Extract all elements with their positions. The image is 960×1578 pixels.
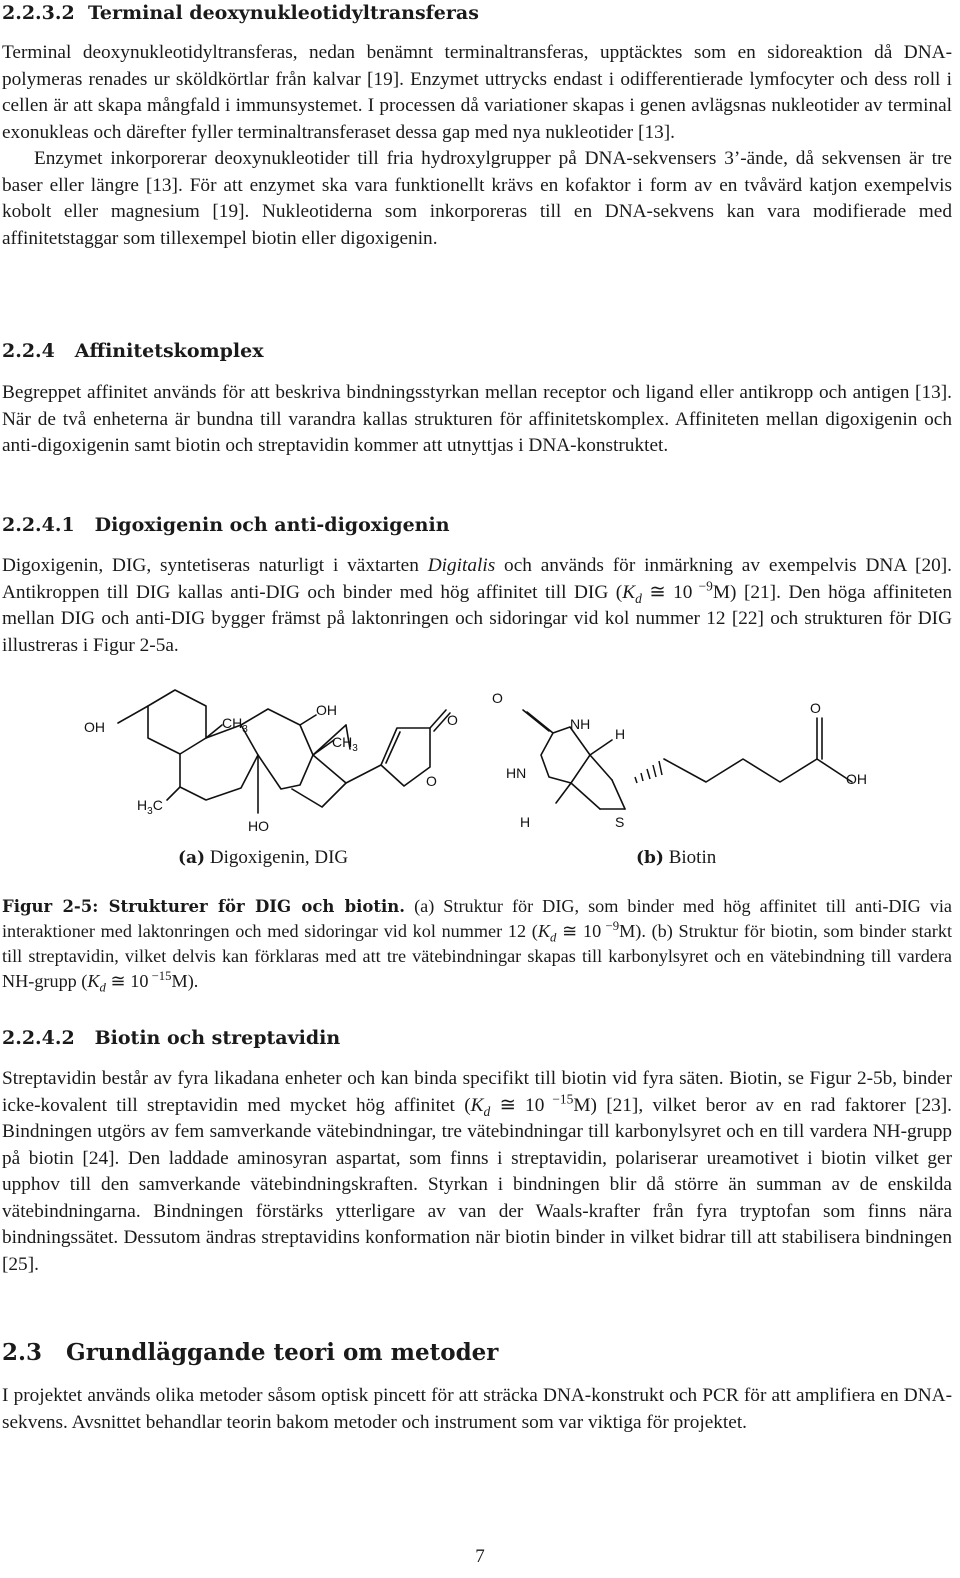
section-heading-dig — [2, 514, 450, 536]
biotin-paragraph — [2, 1066, 952, 1278]
label-subscript: 3 — [242, 724, 248, 735]
label-nh: NH — [570, 716, 591, 732]
label-hn: HN — [506, 765, 527, 781]
section-heading-biotin — [2, 1027, 340, 1049]
label-o-acid: O — [810, 700, 821, 716]
label-o-carbonyl: O — [447, 712, 458, 728]
section-heading-tdt — [2, 2, 479, 24]
label-h3c — [137, 797, 163, 817]
section-title: Grundläggande teori om metoder — [66, 1339, 499, 1366]
text-run: och används för inmärkning av exempelvis DNA [20]. Antikroppen till DIG kallas anti-DIG och binder med hög affinitet till DIG ( — [2, 555, 952, 603]
section-title: Terminal deoxynukleotidyltransferas — [87, 2, 479, 24]
subfigure-label: (b) — [636, 848, 664, 868]
text-run: M). — [171, 971, 199, 991]
label-oh-acid: OH — [846, 771, 867, 787]
label-ho: HO — [248, 818, 269, 834]
digoxigenin-structure — [84, 690, 458, 834]
label-oh: OH — [84, 719, 105, 735]
section-title: Digoxigenin och anti-digoxigenin — [94, 514, 450, 536]
label-o-ring: O — [426, 773, 437, 789]
text-run: ≅ 10 — [490, 1094, 545, 1116]
subfigure-text: Biotin — [668, 847, 717, 868]
text-run: (a) Struktur för DIG, som binder med hög affinitet till anti-DIG via interaktioner med laktonringen och med sidoringar vid kol nummer 12 ( — [2, 896, 952, 941]
text-run: ≅ 10 — [105, 971, 149, 991]
section-title: Affinitetskomplex — [74, 340, 264, 362]
section-title: Biotin och streptavidin — [94, 1027, 341, 1049]
dig-paragraph — [2, 553, 952, 659]
subfigure-caption-b — [636, 847, 716, 869]
exponent: −9 — [601, 918, 620, 933]
section-number: 2.2.3.2 — [2, 2, 75, 24]
exponent: −15 — [544, 1091, 574, 1107]
label-h: H — [520, 814, 531, 830]
label-part: CH — [332, 734, 353, 750]
label-ch3 — [222, 715, 248, 735]
label-h: H — [615, 726, 626, 742]
tdt-paragraphs — [2, 40, 952, 252]
kd-subscript: d — [549, 930, 557, 945]
methods-paragraph — [2, 1383, 952, 1436]
label-subscript: 3 — [352, 743, 358, 754]
structure-figure — [0, 685, 960, 835]
paragraph: I projektet används olika metoder såsom optisk pincett för att sträcka DNA-konstrukt och PCR för att amplifiera en DNA-sekvens. Avsnittet behandlar teorin bakom metoder och instrument som var viktiga för projektet. — [2, 1385, 952, 1433]
caption-title: Figur 2-5: Strukturer för DIG och biotin. — [2, 897, 406, 916]
kd-symbol: K — [537, 921, 550, 941]
kd-subscript: d — [635, 590, 642, 606]
label-part: H — [137, 797, 148, 813]
subfigure-label: (a) — [178, 848, 206, 868]
label-subscript: 3 — [147, 806, 153, 817]
label-ch3 — [332, 734, 358, 754]
text-run: ≅ 10 — [556, 921, 602, 941]
text-run: M) [21]. Den höga affiniteten mellan DIG och anti-DIG bygger främst på laktonringen och sidoringar vid kol nummer 12 [22] och strukturen för DIG illustreras i Figur 2-5a. — [2, 581, 953, 656]
paragraph — [2, 1066, 952, 1278]
text-run: ≅ 10 — [641, 581, 693, 603]
paragraph: Enzymet inkorporerar deoxynukleotider till fria hydroxylgrupper på DNA-sekvensers 3’-ände, då sekvensen är tre baser eller längre [13]. För att enzymet ska vara funktionellt krävs en kofaktor i form av en tvåvärd katjon exempelvis kobolt eller magnesium [19]. Nukleotiderna som inkorporeras till en DNA-sekvens kan vara modifierade med affinitetstaggar som tillexempel biotin eller digoxigenin. — [2, 148, 952, 249]
label-part: C — [152, 797, 163, 813]
kd-subscript: d — [483, 1103, 491, 1119]
section-heading-affinity — [2, 340, 264, 362]
section-heading-methods — [2, 1339, 498, 1366]
label-o-top: O — [492, 690, 503, 706]
italic-term: Digitalis — [427, 555, 496, 576]
label-s: S — [615, 814, 625, 830]
hashed-bond — [635, 761, 662, 783]
exponent: −9 — [692, 578, 713, 594]
kd-symbol: K — [622, 581, 636, 603]
figure-caption — [2, 894, 952, 994]
text-run: Streptavidin består av fyra likadana enheter och kan binda specifikt till biotin vid fyra säten. Biotin, se Figur 2-5b, binder icke-kovalent till streptavidin med mycket hög affinitet ( — [2, 1068, 952, 1116]
page-number: 7 — [475, 1546, 485, 1567]
exponent: −15 — [148, 968, 172, 983]
section-number: 2.3 — [2, 1339, 43, 1366]
subfigure-caption-a — [178, 847, 348, 869]
paragraph: Terminal deoxynukleotidyltransferas, nedan benämnt terminaltransferas, upptäcktes som en sidoreaktion då DNA-polymeras renades ur sköldkörtlar från kalvar [19]. Enzymet uttrycks endast i odifferentierade lymfocyter och dess roll i cellen är att skapa mångfald i immunsystemet. I processen då variationer skapas i genen avlägsnas nukleotider av terminal exonukleas och därefter fyller terminaltransferaset dessa gap med nya nukleotider [13]. — [2, 42, 952, 143]
affinity-paragraph — [2, 380, 952, 460]
text-run: Digoxigenin, DIG, syntetiseras naturligt i växtarten — [2, 555, 428, 576]
paragraph: Begreppet affinitet används för att beskriva bindningsstyrkan mellan receptor och ligand eller antikropp och antigen [13]. När de två enheterna är bundna till varandra kallas strukturen för affinitetskomplex. Affiniteten mellan digoxigenin och anti-digoxigenin samt biotin och streptavidin kommer att utnyttjas i DNA-konstruktet. — [2, 382, 952, 456]
kd-symbol: K — [470, 1094, 484, 1116]
subfigure-text: Digoxigenin, DIG — [209, 847, 349, 868]
text-run: M). (b) Struktur för biotin, som binder starkt till streptavidin, vilket delvis kan förklaras med att tre vätebindningar skapas till karbonylsyret och en vätebindning till vardera NH-grupp ( — [2, 921, 952, 991]
kd-subscript: d — [99, 980, 106, 995]
paragraph — [2, 553, 952, 659]
section-number: 2.2.4 — [2, 340, 55, 362]
section-number: 2.2.4.1 — [2, 514, 75, 536]
kd-symbol: K — [87, 971, 100, 991]
label-part: CH — [222, 715, 243, 731]
biotin-structure — [492, 690, 867, 830]
text-run: M) [21], vilket beror av en rad faktorer [23]. Bindningen utgörs av fem samverkande vätebindningar, tre vätebindningar till karbonylsyret och en till vardera NH-grupp på biotin [24]. Den laddade aminosyran aspartat, som finns i streptavidin, polariserar ureamotivet i biotin vilket ger upphov till den samverkande vätebindningskraften. Styrkan i bindningen blir då större än summan av de enskilda vätebindningarna. Bindningen förstärks ytterligare av van der Waals-krafter från fyra tryptofan som finns nära bindningssätet. Dessutom ändras streptavidins konformation när biotin binder in vilket bidrar till att stabilisera bindningen [25]. — [2, 1094, 953, 1275]
section-number: 2.2.4.2 — [2, 1027, 75, 1049]
label-oh: OH — [316, 702, 337, 718]
